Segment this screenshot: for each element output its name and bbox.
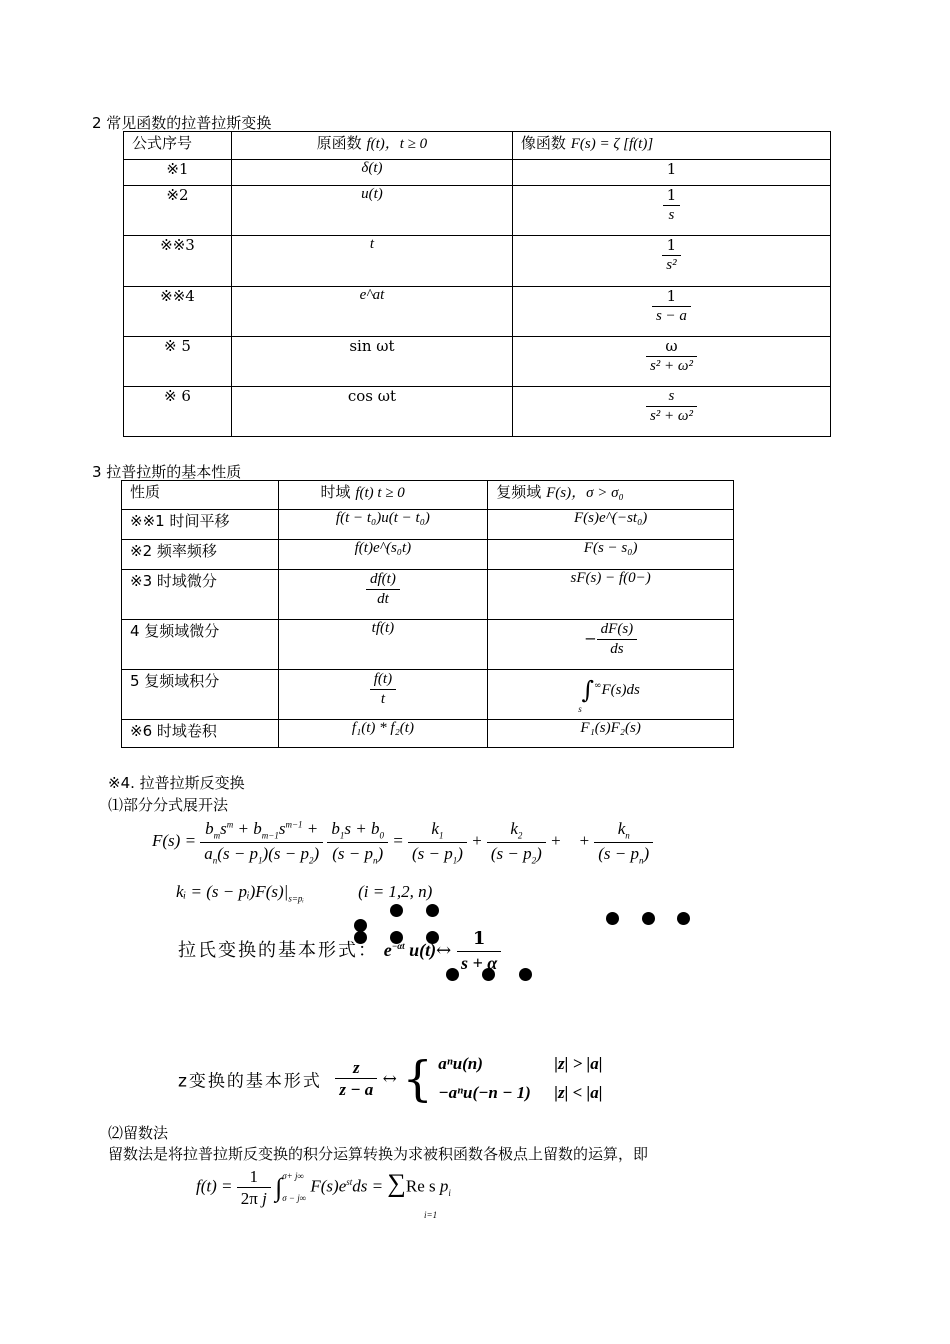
row-img: $\frac{1}{\text{s²}}$: [512, 236, 830, 287]
residue-inverse-formula: f(t) = $\frac{1}{\text{2π j}}$ ∫σ+ j∞ σ − j∞ $F(s)e^{st}ds = \sum Re$ s $p_i$ i=1: [196, 1167, 451, 1220]
section3-heading: 3 拉普拉斯的基本性质: [92, 463, 242, 481]
row-freq: − $\frac{dF(s)}{ds}$: [488, 620, 734, 670]
row-id: ※1: [124, 160, 232, 186]
row-img: 1: [512, 160, 830, 186]
table-row: [122, 570, 734, 620]
row-prop: 4 复频域微分: [122, 620, 279, 670]
row-img: $\frac{1}{s - a}$: [512, 287, 830, 337]
row-freq: F(s − s₀): [488, 540, 734, 570]
laplace-properties-table: [121, 480, 734, 748]
row-id: ※※3: [124, 236, 232, 287]
table-row: [124, 387, 831, 437]
col-header-img: 像函数 F(s) = ζ [f(t)]: [512, 132, 830, 160]
row-freq: F(s)e^(−st₀): [488, 510, 734, 540]
row-orig: sin ωt: [231, 337, 512, 387]
col-header-time: 时域 f(t) t ≥ 0: [278, 481, 488, 510]
table-row: [124, 236, 831, 287]
z-case-negative: −aⁿu(−n − 1): [438, 1082, 531, 1102]
col-header-prop: 性质: [122, 481, 279, 510]
row-freq: sF(s) − f(0−): [488, 570, 734, 620]
residue-method-subheading: ⑵留数法: [108, 1124, 169, 1142]
row-orig: t: [231, 236, 512, 287]
table-row: [124, 186, 831, 236]
ellipsis-dot: [677, 912, 690, 925]
row-img: $\frac{1}{s}$: [512, 186, 830, 236]
row-id: ※ 5: [124, 337, 232, 387]
row-time: f(t − t₀)u(t − t₀): [278, 510, 488, 540]
row-prop: ※※1 时间平移: [122, 510, 279, 540]
row-orig: e^at: [231, 287, 512, 337]
row-time: $\frac{df(t)}{dt}$: [278, 570, 488, 620]
table-row: [122, 670, 734, 720]
row-orig: u(t): [231, 186, 512, 236]
row-id: ※ 6: [124, 387, 232, 437]
partial-fraction-formula: F(s) = $\frac{b_ms^m + b_{m-1}s^{m-1} +}{a_n(s - p_1)(s - p_2)}$ $\frac{b_1s + b_0}{(s - p_n)}$ = $\frac{k_1}{(s - p_1)}$ + $\frac{k_2}{(s - p_2)}$ + + $\frac{k_n}{(s - p_n)}$: [152, 818, 653, 866]
row-img: $\frac{s}{\text{s² + ω²}}$: [512, 387, 830, 437]
table-row: [122, 720, 734, 748]
col-header-id: 公式序号: [124, 132, 232, 160]
row-freq: ∫∞F(s)ds s: [488, 670, 734, 720]
ellipsis-dot: [426, 904, 439, 917]
row-prop: 5 复频域积分: [122, 670, 279, 720]
row-time: f(t)e^(s₀t): [278, 540, 488, 570]
row-prop: ※6 时域卷积: [122, 720, 279, 748]
table-row: [122, 540, 734, 570]
ellipsis-dot: [519, 968, 532, 981]
row-prop: ※3 时域微分: [122, 570, 279, 620]
section2-heading: 2 常见函数的拉普拉斯变换: [92, 114, 272, 132]
ellipsis-dot: [642, 912, 655, 925]
row-time: f₁(t) * f₂(t): [278, 720, 488, 748]
section4-heading: ※4. 拉普拉斯反变换: [108, 774, 245, 792]
row-id: ※※4: [124, 287, 232, 337]
residue-coefficient-formula: kᵢ = $(s - pᵢ)F(s)|_{s=pᵢ}$ (i = 1,2, n): [176, 882, 433, 904]
row-orig: cos ωt: [231, 387, 512, 437]
residue-method-description: 留数法是将拉普拉斯反变换的积分运算转换为求被积函数各极点上留数的运算，即: [108, 1145, 649, 1163]
z-transform-basic-form: z变换的基本形式 $\frac{z}{z - a}$ ↔ { aⁿu(n) −aⁿu(−n − 1) |z| > |a| |z| < |a|: [178, 1050, 603, 1107]
table-row: [124, 160, 831, 186]
row-time: tf(t): [278, 620, 488, 670]
table-row: [124, 337, 831, 387]
col-header-freq: 复频域 F(s)，σ > σ₀: [488, 481, 734, 510]
laplace-pairs-table: [123, 131, 831, 437]
row-freq: F₁(s)F₂(s): [488, 720, 734, 748]
table-row: [122, 620, 734, 670]
row-time: $\frac{f(t)}{t}$: [278, 670, 488, 720]
z-condition-outer: |z| > |a|: [554, 1054, 603, 1073]
table-row: [122, 510, 734, 540]
row-orig: δ(t): [231, 160, 512, 186]
col-header-orig: 原函数 f(t)，t ≥ 0: [231, 132, 512, 160]
row-id: ※2: [124, 186, 232, 236]
row-img: $\frac{\omega}{\text{s² + ω²}}$: [512, 337, 830, 387]
row-prop: ※2 频率频移: [122, 540, 279, 570]
laplace-basic-form: 拉氏变换的基本形式： $e^{-\alpha t}$ u(t)↔ $\frac{1}{s + \alpha}$: [178, 928, 501, 974]
z-condition-inner: |z| < |a|: [554, 1082, 603, 1102]
ellipsis-dot: [606, 912, 619, 925]
table-row: [124, 287, 831, 337]
partial-fraction-subheading: ⑴部分分式展开法: [108, 796, 229, 814]
ellipsis-dot: [390, 904, 403, 917]
z-case-positive: aⁿu(n): [438, 1054, 483, 1073]
